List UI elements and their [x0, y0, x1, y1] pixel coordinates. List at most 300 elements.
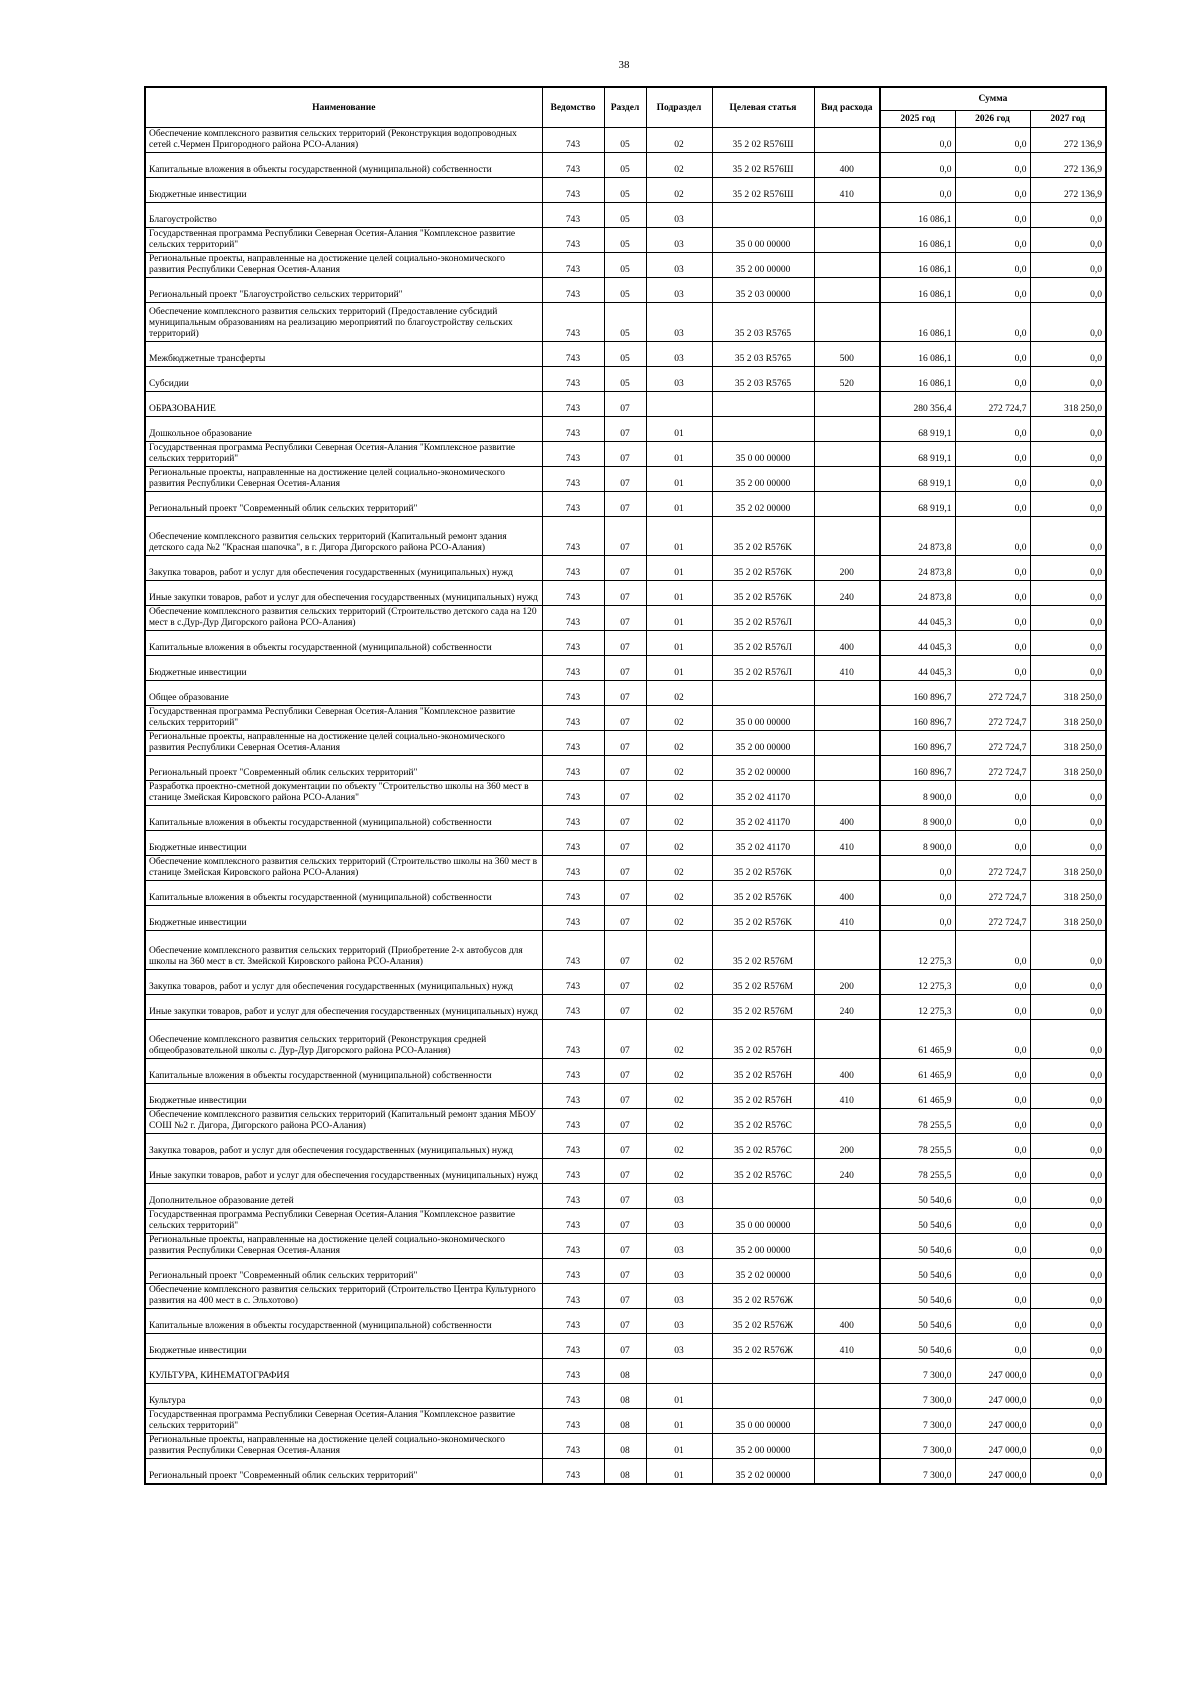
table-row — [145, 367, 1106, 392]
cell-dept: 743 — [542, 1284, 604, 1309]
cell-dept: 743 — [542, 1434, 604, 1459]
table-row — [145, 153, 1106, 178]
cell-y2025: 12 275,3 — [880, 995, 955, 1020]
cell-section: 05 — [604, 178, 646, 203]
cell-section: 07 — [604, 1209, 646, 1234]
cell-name: Обеспечение комплексного развития сельских территорий (Реконструкция водопроводных сетей с.Чермен Пригородного района РСО-Алания) — [145, 128, 542, 153]
cell-target — [712, 1359, 814, 1384]
cell-y2027: 0,0 — [1030, 417, 1106, 442]
cell-subsection: 01 — [646, 1384, 712, 1409]
cell-target: 35 2 00 00000 — [712, 731, 814, 756]
cell-name: Закупка товаров, работ и услуг для обеспечения государственных (муниципальных) нужд — [145, 556, 542, 581]
cell-y2026: 0,0 — [955, 253, 1030, 278]
cell-section: 07 — [604, 467, 646, 492]
cell-subsection: 01 — [646, 1459, 712, 1484]
cell-y2025: 16 086,1 — [880, 278, 955, 303]
cell-section: 07 — [604, 417, 646, 442]
cell-name: Иные закупки товаров, работ и услуг для обеспечения государственных (муниципальных) нужд — [145, 995, 542, 1020]
cell-y2027: 0,0 — [1030, 656, 1106, 681]
cell-target: 35 2 02 00000 — [712, 492, 814, 517]
cell-type: 410 — [814, 1084, 880, 1109]
cell-type — [814, 1109, 880, 1134]
cell-y2026: 247 000,0 — [955, 1359, 1030, 1384]
table-row — [145, 1159, 1106, 1184]
cell-y2025: 44 045,3 — [880, 606, 955, 631]
cell-y2027: 0,0 — [1030, 995, 1106, 1020]
cell-y2026: 0,0 — [955, 442, 1030, 467]
cell-subsection: 02 — [646, 178, 712, 203]
cell-section: 07 — [604, 995, 646, 1020]
cell-section: 08 — [604, 1459, 646, 1484]
cell-target: 35 2 02 R576Ж — [712, 1334, 814, 1359]
cell-subsection — [646, 1359, 712, 1384]
cell-y2026: 0,0 — [955, 178, 1030, 203]
cell-subsection: 01 — [646, 517, 712, 556]
cell-name: Капитальные вложения в объекты государственной (муниципальной) собственности — [145, 881, 542, 906]
cell-y2027: 0,0 — [1030, 606, 1106, 631]
cell-y2027: 0,0 — [1030, 1359, 1106, 1384]
cell-type: 410 — [814, 906, 880, 931]
cell-y2026: 0,0 — [955, 1184, 1030, 1209]
cell-target: 35 0 00 00000 — [712, 706, 814, 731]
cell-section: 07 — [604, 581, 646, 606]
cell-target: 35 2 02 00000 — [712, 1259, 814, 1284]
cell-subsection: 02 — [646, 1059, 712, 1084]
cell-type: 400 — [814, 1059, 880, 1084]
cell-subsection: 01 — [646, 492, 712, 517]
table-row — [145, 128, 1106, 153]
cell-dept: 743 — [542, 970, 604, 995]
cell-dept: 743 — [542, 1020, 604, 1059]
cell-target: 35 2 02 R576C — [712, 1134, 814, 1159]
cell-type — [814, 681, 880, 706]
cell-subsection: 02 — [646, 153, 712, 178]
cell-section: 07 — [604, 556, 646, 581]
cell-y2025: 78 255,5 — [880, 1134, 955, 1159]
cell-subsection: 01 — [646, 417, 712, 442]
cell-name: Региональные проекты, направленные на достижение целей социально-экономического развития Республики Северная Осетия-Алания — [145, 731, 542, 756]
table-row — [145, 442, 1106, 467]
cell-type: 240 — [814, 995, 880, 1020]
cell-y2026: 272 724,7 — [955, 856, 1030, 881]
cell-section: 07 — [604, 392, 646, 417]
cell-y2026: 272 724,7 — [955, 392, 1030, 417]
cell-y2025: 61 465,9 — [880, 1059, 955, 1084]
cell-type — [814, 856, 880, 881]
cell-y2027: 0,0 — [1030, 1309, 1106, 1334]
cell-target: 35 2 02 R576Ж — [712, 1284, 814, 1309]
cell-subsection: 02 — [646, 970, 712, 995]
cell-type: 400 — [814, 1309, 880, 1334]
cell-dept: 743 — [542, 1409, 604, 1434]
cell-section: 05 — [604, 303, 646, 342]
cell-type — [814, 253, 880, 278]
cell-y2025: 16 086,1 — [880, 303, 955, 342]
cell-subsection: 03 — [646, 1309, 712, 1334]
cell-y2027: 0,0 — [1030, 970, 1106, 995]
cell-type — [814, 1184, 880, 1209]
cell-target — [712, 1384, 814, 1409]
cell-dept: 743 — [542, 442, 604, 467]
cell-target: 35 2 02 00000 — [712, 1459, 814, 1484]
cell-y2025: 160 896,7 — [880, 706, 955, 731]
cell-y2027: 0,0 — [1030, 228, 1106, 253]
cell-type: 400 — [814, 881, 880, 906]
cell-y2025: 78 255,5 — [880, 1109, 955, 1134]
cell-type — [814, 1434, 880, 1459]
cell-dept: 743 — [542, 342, 604, 367]
cell-y2025: 50 540,6 — [880, 1309, 955, 1334]
cell-name: Общее образование — [145, 681, 542, 706]
cell-y2026: 0,0 — [955, 1309, 1030, 1334]
cell-y2026: 272 724,7 — [955, 906, 1030, 931]
cell-name: Государственная программа Республики Северная Осетия-Алания "Комплексное развитие сельских территорий" — [145, 228, 542, 253]
cell-target: 35 2 02 41170 — [712, 831, 814, 856]
cell-y2026: 0,0 — [955, 806, 1030, 831]
cell-section: 07 — [604, 631, 646, 656]
cell-y2027: 0,0 — [1030, 556, 1106, 581]
cell-y2025: 12 275,3 — [880, 970, 955, 995]
cell-type — [814, 228, 880, 253]
cell-y2027: 0,0 — [1030, 342, 1106, 367]
cell-subsection: 01 — [646, 556, 712, 581]
cell-name: Разработка проектно-сметной документации по объекту "Строительство школы на 360 мест в станице Змейская Кировского района РСО-Алания" — [145, 781, 542, 806]
cell-name: Благоустройство — [145, 203, 542, 228]
cell-type — [814, 931, 880, 970]
cell-section: 07 — [604, 706, 646, 731]
cell-target: 35 2 02 R576M — [712, 970, 814, 995]
table-row — [145, 1459, 1106, 1484]
cell-y2026: 0,0 — [955, 1084, 1030, 1109]
table-row — [145, 581, 1106, 606]
table-row — [145, 178, 1106, 203]
cell-section: 07 — [604, 492, 646, 517]
cell-name: Капитальные вложения в объекты государственной (муниципальной) собственности — [145, 1309, 542, 1334]
cell-subsection: 02 — [646, 706, 712, 731]
cell-dept: 743 — [542, 1109, 604, 1134]
cell-y2025: 0,0 — [880, 856, 955, 881]
cell-dept: 743 — [542, 1234, 604, 1259]
cell-target: 35 2 02 R576Ш — [712, 153, 814, 178]
cell-dept: 743 — [542, 906, 604, 931]
cell-type — [814, 492, 880, 517]
cell-y2027: 0,0 — [1030, 1184, 1106, 1209]
table-row — [145, 392, 1106, 417]
cell-target: 35 2 02 R576K — [712, 881, 814, 906]
header-dept: Ведомство — [542, 87, 604, 128]
cell-section: 07 — [604, 1134, 646, 1159]
cell-type — [814, 1384, 880, 1409]
cell-y2027: 0,0 — [1030, 467, 1106, 492]
cell-type: 410 — [814, 1334, 880, 1359]
cell-section: 07 — [604, 1020, 646, 1059]
cell-name: Закупка товаров, работ и услуг для обеспечения государственных (муниципальных) нужд — [145, 970, 542, 995]
cell-subsection: 02 — [646, 1109, 712, 1134]
cell-subsection: 02 — [646, 931, 712, 970]
cell-target: 35 2 02 41170 — [712, 806, 814, 831]
cell-type — [814, 1209, 880, 1234]
table-row — [145, 756, 1106, 781]
table-row — [145, 1020, 1106, 1059]
cell-section: 07 — [604, 781, 646, 806]
cell-section: 07 — [604, 606, 646, 631]
cell-name: Региональные проекты, направленные на достижение целей социально-экономического развития Республики Северная Осетия-Алания — [145, 467, 542, 492]
cell-y2026: 0,0 — [955, 1020, 1030, 1059]
cell-target: 35 2 00 00000 — [712, 467, 814, 492]
table-row — [145, 342, 1106, 367]
cell-target — [712, 1184, 814, 1209]
table-row — [145, 931, 1106, 970]
cell-y2025: 8 900,0 — [880, 831, 955, 856]
cell-dept: 743 — [542, 303, 604, 342]
cell-y2026: 0,0 — [955, 970, 1030, 995]
header-2025: 2025 год — [880, 111, 955, 128]
cell-dept: 743 — [542, 178, 604, 203]
cell-name: Региональные проекты, направленные на достижение целей социально-экономического развития Республики Северная Осетия-Алания — [145, 1434, 542, 1459]
cell-dept: 743 — [542, 203, 604, 228]
header-target: Целевая статья — [712, 87, 814, 128]
cell-type — [814, 706, 880, 731]
cell-type: 410 — [814, 656, 880, 681]
cell-y2026: 0,0 — [955, 1209, 1030, 1234]
cell-target: 35 2 02 R576Ш — [712, 128, 814, 153]
header-section: Раздел — [604, 87, 646, 128]
cell-y2027: 0,0 — [1030, 1409, 1106, 1434]
cell-dept: 743 — [542, 517, 604, 556]
cell-y2026: 0,0 — [955, 278, 1030, 303]
cell-subsection: 03 — [646, 203, 712, 228]
cell-dept: 743 — [542, 581, 604, 606]
cell-dept: 743 — [542, 1059, 604, 1084]
cell-type — [814, 278, 880, 303]
cell-y2027: 0,0 — [1030, 1234, 1106, 1259]
budget-table — [144, 86, 1107, 1485]
cell-target: 35 2 02 R576K — [712, 556, 814, 581]
cell-type — [814, 417, 880, 442]
header-2027: 2027 год — [1030, 111, 1106, 128]
cell-y2025: 7 300,0 — [880, 1409, 955, 1434]
cell-subsection: 02 — [646, 781, 712, 806]
cell-subsection: 01 — [646, 581, 712, 606]
table-row — [145, 278, 1106, 303]
cell-type: 200 — [814, 1134, 880, 1159]
cell-subsection: 02 — [646, 128, 712, 153]
table-row — [145, 856, 1106, 881]
cell-y2026: 0,0 — [955, 203, 1030, 228]
cell-target: 35 2 02 R576K — [712, 856, 814, 881]
cell-target: 35 0 00 00000 — [712, 1409, 814, 1434]
cell-dept: 743 — [542, 153, 604, 178]
cell-y2027: 318 250,0 — [1030, 881, 1106, 906]
cell-subsection: 03 — [646, 303, 712, 342]
cell-dept: 743 — [542, 831, 604, 856]
table-row — [145, 606, 1106, 631]
cell-dept: 743 — [542, 931, 604, 970]
cell-section: 05 — [604, 153, 646, 178]
cell-name: Дополнительное образование детей — [145, 1184, 542, 1209]
cell-dept: 743 — [542, 681, 604, 706]
cell-y2026: 0,0 — [955, 153, 1030, 178]
cell-section: 05 — [604, 342, 646, 367]
cell-type — [814, 1459, 880, 1484]
cell-y2027: 0,0 — [1030, 203, 1106, 228]
cell-y2025: 16 086,1 — [880, 203, 955, 228]
cell-target: 35 2 02 R576Л — [712, 631, 814, 656]
cell-section: 07 — [604, 1159, 646, 1184]
cell-type — [814, 303, 880, 342]
cell-y2027: 0,0 — [1030, 931, 1106, 970]
table-row — [145, 1334, 1106, 1359]
cell-type: 500 — [814, 342, 880, 367]
table-row — [145, 731, 1106, 756]
cell-y2026: 0,0 — [955, 781, 1030, 806]
cell-target: 35 2 02 R576C — [712, 1109, 814, 1134]
cell-subsection — [646, 392, 712, 417]
cell-section: 05 — [604, 228, 646, 253]
cell-subsection: 03 — [646, 1334, 712, 1359]
cell-dept: 743 — [542, 392, 604, 417]
cell-subsection: 02 — [646, 806, 712, 831]
cell-target: 35 2 02 R576K — [712, 906, 814, 931]
cell-target: 35 2 02 R576Л — [712, 656, 814, 681]
cell-name: КУЛЬТУРА, КИНЕМАТОГРАФИЯ — [145, 1359, 542, 1384]
cell-section: 05 — [604, 278, 646, 303]
cell-y2026: 0,0 — [955, 1134, 1030, 1159]
table-row — [145, 492, 1106, 517]
cell-section: 07 — [604, 442, 646, 467]
cell-y2025: 61 465,9 — [880, 1084, 955, 1109]
table-row — [145, 1309, 1106, 1334]
table-row — [145, 806, 1106, 831]
cell-dept: 743 — [542, 128, 604, 153]
cell-name: Капитальные вложения в объекты государственной (муниципальной) собственности — [145, 806, 542, 831]
cell-section: 07 — [604, 1059, 646, 1084]
cell-name: Региональный проект "Современный облик сельских территорий" — [145, 492, 542, 517]
table-row — [145, 1234, 1106, 1259]
cell-dept: 743 — [542, 995, 604, 1020]
cell-dept: 743 — [542, 806, 604, 831]
cell-y2026: 0,0 — [955, 492, 1030, 517]
page-number: 38 — [618, 59, 630, 71]
cell-y2025: 16 086,1 — [880, 367, 955, 392]
cell-type: 200 — [814, 970, 880, 995]
cell-dept: 743 — [542, 367, 604, 392]
cell-name: Бюджетные инвестиции — [145, 178, 542, 203]
cell-y2027: 318 250,0 — [1030, 756, 1106, 781]
header-sum: Сумма — [880, 87, 1106, 111]
cell-name: Региональный проект "Благоустройство сельских территорий" — [145, 278, 542, 303]
cell-name: ОБРАЗОВАНИЕ — [145, 392, 542, 417]
table-row — [145, 1059, 1106, 1084]
table-row — [145, 203, 1106, 228]
cell-subsection: 03 — [646, 367, 712, 392]
cell-subsection: 01 — [646, 442, 712, 467]
cell-y2025: 50 540,6 — [880, 1234, 955, 1259]
cell-dept: 743 — [542, 881, 604, 906]
cell-type — [814, 731, 880, 756]
cell-y2027: 272 136,9 — [1030, 153, 1106, 178]
cell-target: 35 2 03 R5765 — [712, 303, 814, 342]
cell-y2027: 0,0 — [1030, 1159, 1106, 1184]
table-row — [145, 1259, 1106, 1284]
cell-subsection: 01 — [646, 631, 712, 656]
cell-subsection: 01 — [646, 1409, 712, 1434]
table-row — [145, 970, 1106, 995]
cell-y2025: 8 900,0 — [880, 806, 955, 831]
cell-y2025: 0,0 — [880, 178, 955, 203]
cell-y2025: 280 356,4 — [880, 392, 955, 417]
cell-y2026: 0,0 — [955, 1334, 1030, 1359]
cell-target: 35 2 02 R576H — [712, 1084, 814, 1109]
cell-dept: 743 — [542, 228, 604, 253]
cell-subsection: 02 — [646, 731, 712, 756]
cell-target: 35 2 02 41170 — [712, 781, 814, 806]
cell-y2026: 247 000,0 — [955, 1384, 1030, 1409]
cell-target: 35 2 02 R576Ш — [712, 178, 814, 203]
cell-type: 410 — [814, 178, 880, 203]
cell-dept: 743 — [542, 1384, 604, 1409]
table-row — [145, 253, 1106, 278]
cell-target: 35 2 03 R5765 — [712, 367, 814, 392]
cell-subsection: 01 — [646, 1434, 712, 1459]
cell-target: 35 2 02 R576Л — [712, 606, 814, 631]
cell-dept: 743 — [542, 1134, 604, 1159]
cell-y2026: 0,0 — [955, 467, 1030, 492]
table-row — [145, 881, 1106, 906]
cell-dept: 743 — [542, 417, 604, 442]
cell-target: 35 2 02 R576M — [712, 995, 814, 1020]
cell-target: 35 0 00 00000 — [712, 1209, 814, 1234]
cell-y2025: 16 086,1 — [880, 342, 955, 367]
cell-subsection: 02 — [646, 1134, 712, 1159]
cell-y2027: 0,0 — [1030, 492, 1106, 517]
cell-y2026: 247 000,0 — [955, 1434, 1030, 1459]
cell-name: Дошкольное образование — [145, 417, 542, 442]
cell-name: Субсидии — [145, 367, 542, 392]
cell-section: 07 — [604, 1234, 646, 1259]
header-2026: 2026 год — [955, 111, 1030, 128]
cell-y2025: 50 540,6 — [880, 1184, 955, 1209]
cell-y2025: 24 873,8 — [880, 517, 955, 556]
cell-y2025: 50 540,6 — [880, 1334, 955, 1359]
cell-y2027: 0,0 — [1030, 581, 1106, 606]
cell-y2026: 0,0 — [955, 417, 1030, 442]
cell-name: Обеспечение комплексного развития сельских территорий (Строительство школы на 360 мест в станице Змейская Кировского района РСО-Алания) — [145, 856, 542, 881]
cell-section: 07 — [604, 881, 646, 906]
cell-dept: 743 — [542, 606, 604, 631]
table-row — [145, 1434, 1106, 1459]
cell-y2026: 0,0 — [955, 581, 1030, 606]
cell-target: 35 0 00 00000 — [712, 228, 814, 253]
cell-y2027: 0,0 — [1030, 1134, 1106, 1159]
cell-y2025: 7 300,0 — [880, 1384, 955, 1409]
cell-type: 410 — [814, 831, 880, 856]
cell-y2027: 0,0 — [1030, 1384, 1106, 1409]
cell-target: 35 2 02 R576C — [712, 1159, 814, 1184]
cell-dept: 743 — [542, 1184, 604, 1209]
cell-section: 07 — [604, 856, 646, 881]
cell-y2026: 0,0 — [955, 342, 1030, 367]
table-row — [145, 467, 1106, 492]
cell-section: 07 — [604, 806, 646, 831]
cell-dept: 743 — [542, 706, 604, 731]
cell-name: Государственная программа Республики Северная Осетия-Алания "Комплексное развитие сельских территорий" — [145, 1409, 542, 1434]
cell-y2025: 0,0 — [880, 881, 955, 906]
cell-type — [814, 1284, 880, 1309]
cell-name: Региональный проект "Современный облик сельских территорий" — [145, 1259, 542, 1284]
cell-y2026: 272 724,7 — [955, 706, 1030, 731]
cell-y2027: 0,0 — [1030, 781, 1106, 806]
